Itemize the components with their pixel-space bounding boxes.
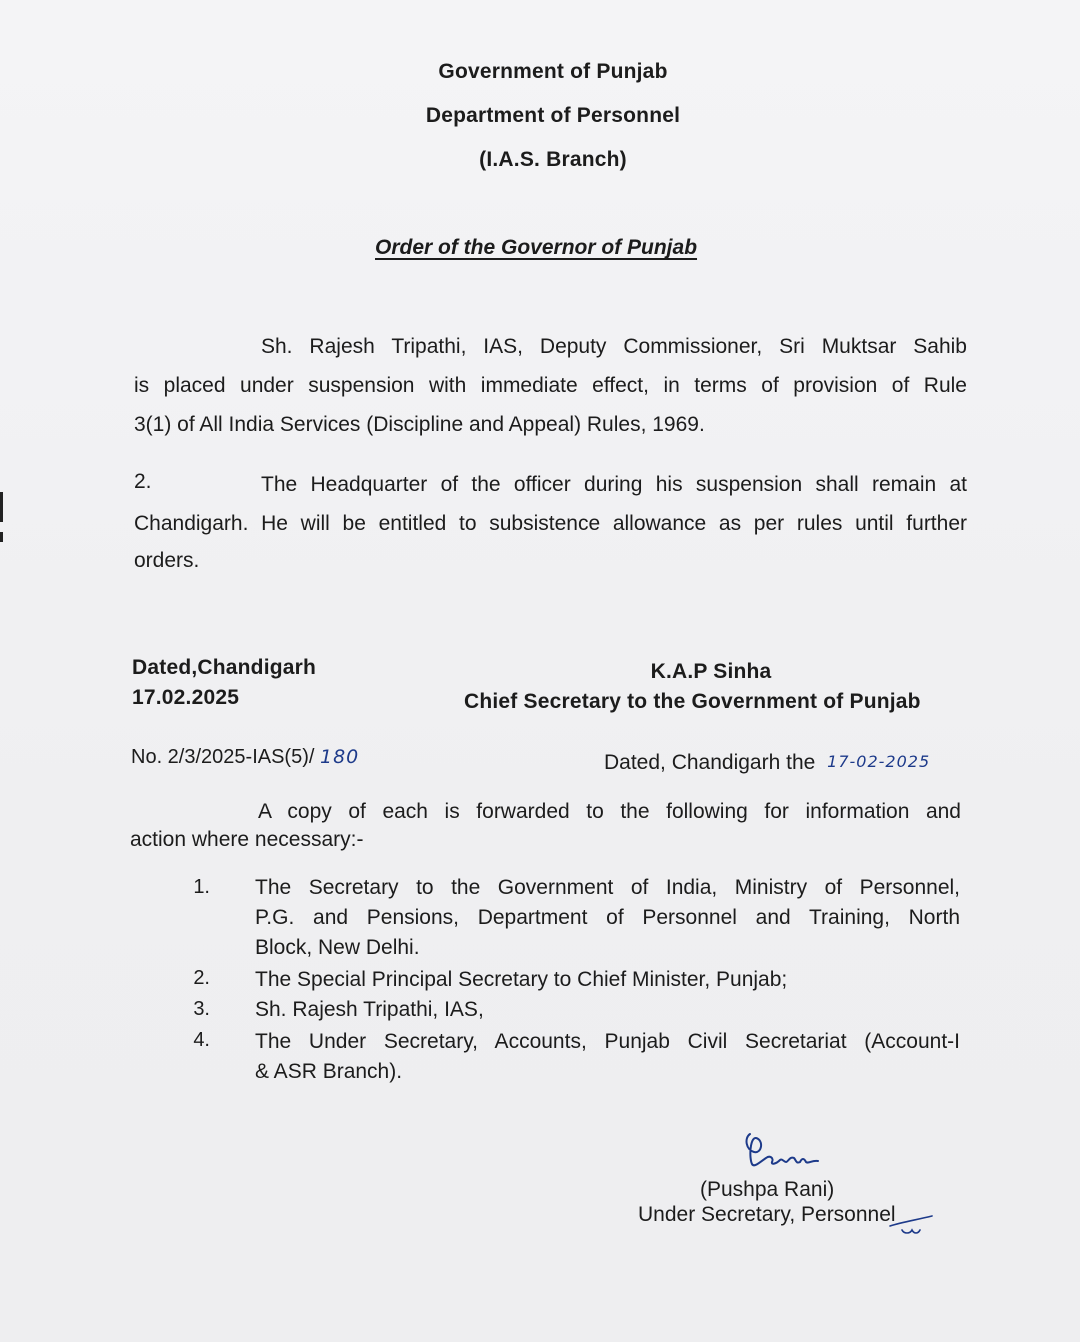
- undersigned-designation: Under Secretary, Personnel: [638, 1203, 896, 1226]
- para2-line3: orders.: [134, 549, 200, 572]
- scan-margin-mark: [0, 532, 3, 542]
- handwritten-signature: [740, 1128, 830, 1174]
- dated-label: Dated,Chandigarh: [132, 656, 317, 679]
- copy-intro-line2: action where necessary:-: [130, 828, 364, 851]
- para1-line3: 3(1) of All India Services (Discipline and Appeal) Rules, 1969.: [134, 413, 705, 436]
- copy-list-num: 1.: [193, 876, 210, 898]
- dated-date: 17.02.2025: [132, 686, 240, 709]
- endorsement-number: [131, 746, 359, 769]
- copy-list-num: 2.: [193, 967, 210, 989]
- header-branch: (I.A.S. Branch): [479, 148, 627, 171]
- copy-list-item-4: The Under Secretary, Accounts, Punjab Civil Secretariat (Account-I & ASR Branch).: [255, 1030, 960, 1083]
- copy-list-item-2: The Special Principal Secretary to Chief Minister, Punjab;: [255, 968, 788, 991]
- initials-mark: [888, 1208, 934, 1238]
- header-department: Department of Personnel: [425, 104, 681, 127]
- signatory-name: K.A.P Sinha: [650, 660, 772, 683]
- copy-list-item-3: Sh. Rajesh Tripathi, IAS,: [255, 998, 484, 1021]
- copy-list-item-1: The Secretary to the Government of India, Ministry of Personnel, P.G. and Pensions, Department of Personnel and Training, North Block, New Delhi.: [255, 876, 960, 959]
- endorsement-number-prefix: No. 2/3/2025-IAS(5)/: [131, 746, 315, 768]
- endorsement-dated-handwritten: 17-02-2025: [827, 752, 931, 771]
- signatory-title: Chief Secretary to the Government of Punjab: [464, 690, 921, 713]
- endorsement-dated: [604, 751, 930, 775]
- copy-intro-line1: A copy of each is forwarded to the following for information and: [258, 800, 961, 823]
- endorsement-dated-prefix: Dated, Chandigarh the: [604, 751, 816, 774]
- scan-margin-mark: [0, 492, 3, 522]
- endorsement-number-handwritten: 180: [320, 746, 360, 768]
- para2-line2: Chandigarh. He will be entitled to subsistence allowance as per rules until further: [134, 512, 967, 535]
- copy-list-num: 3.: [193, 998, 210, 1020]
- para1-line2: is placed under suspension with immediate effect, in terms of provision of Rule: [134, 374, 967, 397]
- header-government: Government of Punjab: [438, 60, 668, 83]
- para1-line1: Sh. Rajesh Tripathi, IAS, Deputy Commissioner, Sri Muktsar Sahib: [261, 335, 967, 358]
- copy-list-num: 4.: [193, 1029, 210, 1051]
- para2-number: 2.: [134, 470, 152, 493]
- undersigned-name: (Pushpa Rani): [700, 1178, 835, 1201]
- para2-line1: The Headquarter of the officer during his suspension shall remain at: [261, 473, 967, 496]
- order-title: Order of the Governor of Punjab: [375, 236, 698, 259]
